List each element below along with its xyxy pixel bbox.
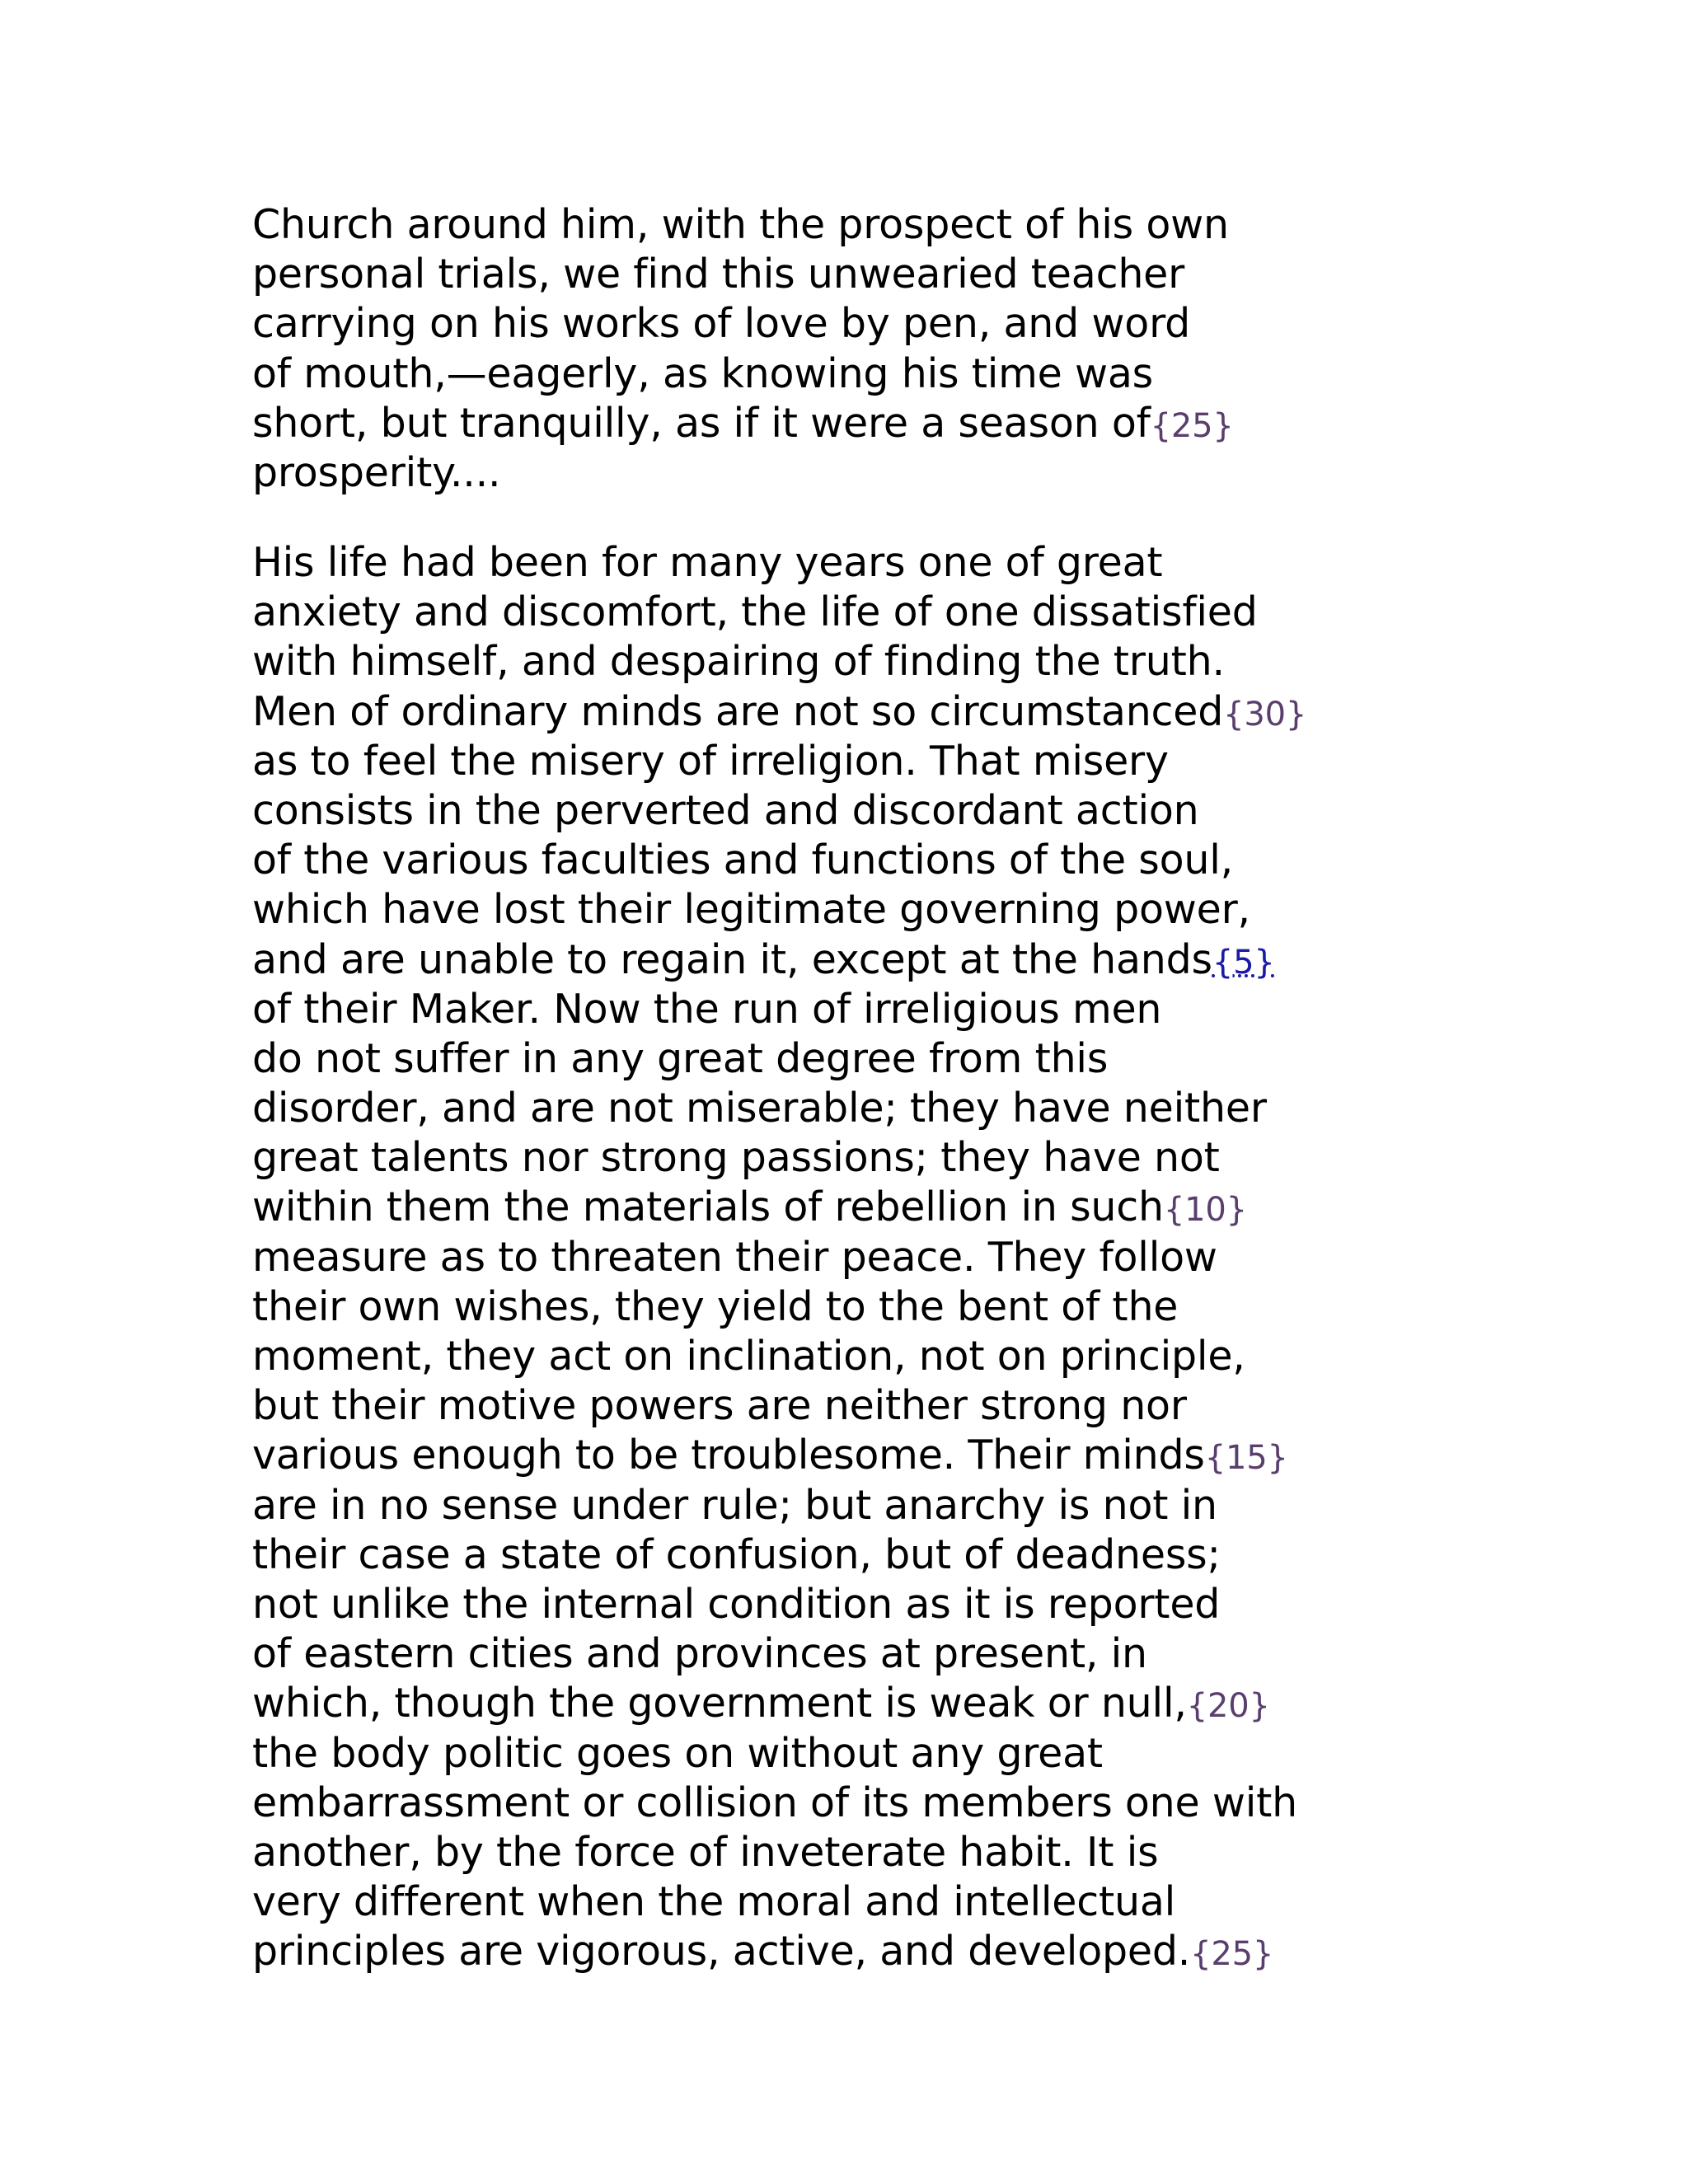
line-text: are in no sense under rule; but anarchy is not in [252,1481,1217,1529]
line-text: the body politic goes on without any great [252,1729,1103,1777]
line-text: their own wishes, they yield to the bent of the [252,1282,1179,1330]
text-line [252,1332,1245,1381]
line-text: their case a state of confusion, but of deadness; [252,1530,1221,1578]
line-text: short, but tranquilly, as if it were a season of [252,399,1151,447]
text-line [252,538,1241,588]
paragraph-1 [252,200,1241,498]
text-line [252,1481,1241,1530]
paragraph-2 [252,538,1307,1976]
text-line [252,1133,1241,1183]
text-line [252,836,1241,885]
line-text: consists in the perverted and discordant action [252,786,1199,834]
text-line [252,1877,1241,1927]
line-text: measure as to threaten their peace. They follow [252,1233,1217,1281]
text-line [252,1779,1298,1828]
line-text: anxiety and discomfort, the life of one dissatisfied [252,588,1258,636]
line-number-marker: {30} [1223,695,1307,733]
text-line [252,1233,1241,1282]
line-text: His life had been for many years one of great [252,539,1163,586]
text-line [252,1729,1241,1779]
line-text: carrying on his works of love by pen, and word [252,300,1191,348]
text-line [252,349,1241,399]
text-line [252,687,1307,737]
text-line [252,1530,1241,1580]
text-line [252,985,1241,1034]
text-line [252,1828,1241,1877]
line-number-marker: {25} [1190,1935,1274,1974]
text-line [252,588,1258,637]
line-text: but their motive powers are neither strong nor [252,1382,1187,1430]
text-line [252,1034,1241,1084]
line-number-link[interactable]: {5} [1212,943,1275,982]
text-line [252,885,1250,935]
line-text: of their Maker. Now the run of irreligious men [252,985,1162,1033]
line-number-marker: {25} [1150,406,1234,445]
text-line [252,1183,1247,1232]
text-line [252,1927,1274,1976]
text-line [252,448,1241,498]
line-text: of mouth,—eagerly, as knowing his time was [252,349,1153,397]
text-line [252,1580,1241,1629]
line-text: not unlike the internal condition as it is reported [252,1580,1221,1628]
line-text: another, by the force of inveterate habit. It is [252,1828,1159,1876]
line-number-marker: {20} [1186,1687,1270,1726]
line-text: Men of ordinary minds are not so circumstanced [252,687,1224,735]
text-line [252,1431,1288,1480]
line-text: which have lost their legitimate governing power, [252,886,1250,934]
line-number-marker: {10} [1163,1191,1247,1230]
text-line [252,786,1241,836]
line-text: personal trials, we find this unwearied teacher [252,251,1185,298]
line-text: and are unable to regain it, except at the hands [252,935,1212,983]
line-text: do not suffer in any great degree from this [252,1034,1109,1082]
line-text: of eastern cities and provinces at present, in [252,1630,1147,1678]
line-text: principles are vigorous, active, and developed. [252,1928,1191,1975]
text-line [252,399,1241,448]
text-line [252,1679,1270,1728]
line-text: as to feel the misery of irreligion. That misery [252,737,1169,785]
line-text: of the various faculties and functions of the soul, [252,837,1234,884]
line-text: within them the materials of rebellion in such [252,1183,1164,1231]
text-line [252,637,1241,687]
text-line [252,737,1241,786]
line-text: which, though the government is weak or null, [252,1680,1187,1727]
line-text: prosperity.... [252,448,501,496]
line-text: embarrassment or collision of its members one with [252,1779,1298,1826]
line-text: great talents nor strong passions; they have not [252,1134,1220,1182]
line-text: various enough to be troublesome. Their minds [252,1432,1205,1479]
line-text: very different when the moral and intellectual [252,1878,1176,1926]
text-line [252,1282,1241,1332]
text-line [252,935,1275,985]
line-number-marker: {15} [1204,1439,1288,1478]
line-text: moment, they act on inclination, not on principle, [252,1333,1245,1380]
text-line [252,250,1241,299]
text-line [252,1084,1267,1133]
line-text: Church around him, with the prospect of his own [252,201,1229,248]
line-text: with himself, and despairing of finding the truth. [252,638,1225,686]
text-line [252,1381,1241,1431]
text-line [252,200,1241,250]
text-line [252,1629,1241,1679]
line-text: disorder, and are not miserable; they have neither [252,1085,1267,1132]
text-line [252,299,1241,349]
